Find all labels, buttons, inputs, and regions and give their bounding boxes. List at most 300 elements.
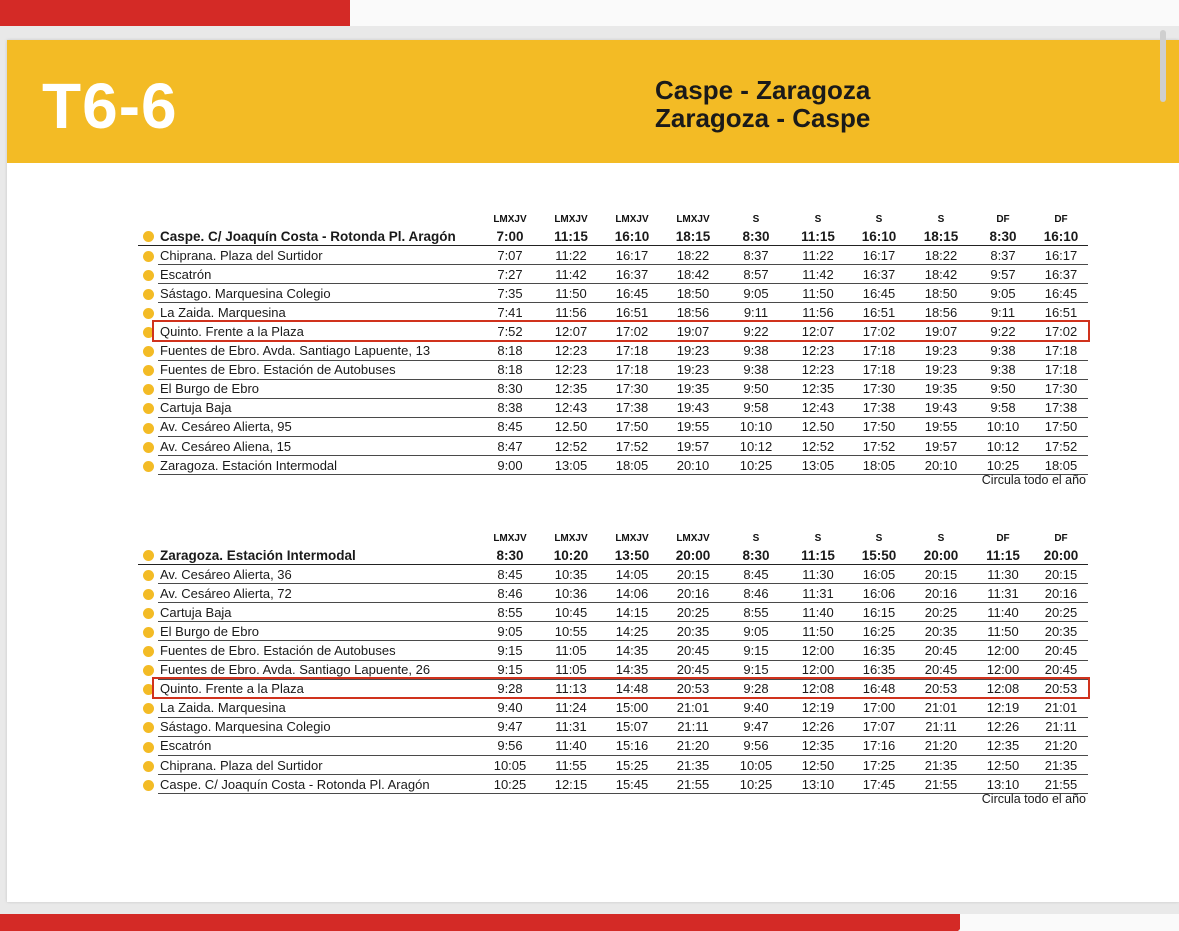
stop-name: Fuentes de Ebro. Estación de Autobuses (158, 641, 480, 660)
departure-time: 17:18 (1034, 360, 1088, 379)
stop-bullet-icon (143, 608, 154, 619)
stop-name: Cartuja Baja (158, 603, 480, 622)
departure-time: 15:45 (602, 775, 662, 794)
header-stop-column (158, 213, 480, 227)
departure-time: 18:22 (910, 246, 972, 265)
departure-time: 11:56 (540, 303, 602, 322)
route-code: T6-6 (42, 70, 178, 142)
departure-time: 12:00 (788, 660, 848, 679)
departure-time: 17:38 (1034, 398, 1088, 417)
stop-name: Quinto. Frente a la Plaza (158, 679, 480, 698)
departure-time: 10:20 (540, 546, 602, 565)
highlighted-stop-row (138, 322, 1088, 341)
stop-bullet-cell (138, 584, 158, 603)
stop-row (138, 546, 1088, 565)
departure-time: 18:42 (662, 265, 724, 284)
departure-time: 9:05 (724, 622, 788, 641)
departure-time: 10:10 (972, 417, 1034, 436)
departure-time: 16:37 (848, 265, 910, 284)
departure-time: 20:45 (910, 641, 972, 660)
departure-time: 9:28 (724, 679, 788, 698)
departure-time: 20:45 (910, 660, 972, 679)
stop-row (138, 622, 1088, 641)
stop-bullet-icon (143, 403, 154, 414)
departure-time: 16:48 (848, 679, 910, 698)
departure-time: 9:00 (480, 456, 540, 475)
stop-row (138, 265, 1088, 284)
day-type-header: S (937, 214, 945, 225)
departure-time: 9:40 (724, 698, 788, 717)
stop-bullet-cell (138, 341, 158, 360)
departure-time: 12:23 (788, 341, 848, 360)
departure-time: 10:25 (724, 456, 788, 475)
departure-time: 19:23 (910, 360, 972, 379)
departure-time: 21:35 (662, 756, 724, 775)
stop-row (138, 398, 1088, 417)
stop-bullet-cell (138, 437, 158, 456)
departure-time: 21:55 (662, 775, 724, 794)
departure-time: 9:11 (724, 303, 788, 322)
departure-time: 11:30 (788, 565, 848, 584)
departure-time: 20:16 (910, 584, 972, 603)
departure-time: 8:46 (480, 584, 540, 603)
stop-bullet-cell (138, 546, 158, 565)
departure-time: 21:01 (662, 698, 724, 717)
departure-time: 9:57 (972, 265, 1034, 284)
departure-time: 10:25 (724, 775, 788, 794)
departure-time: 9:56 (724, 736, 788, 755)
stop-bullet-icon (143, 646, 154, 657)
stop-name: El Burgo de Ebro (158, 622, 480, 641)
departure-time: 9:05 (480, 622, 540, 641)
departure-time: 20:15 (1034, 565, 1088, 584)
departure-time: 11:15 (788, 546, 848, 565)
departure-time: 8:57 (724, 265, 788, 284)
direction-outbound: Caspe - Zaragoza (655, 75, 871, 105)
departure-time: 21:20 (662, 736, 724, 755)
header-spacer (138, 532, 158, 546)
stop-row (138, 284, 1088, 303)
stop-bullet-cell (138, 456, 158, 475)
departure-time: 18:22 (662, 246, 724, 265)
departure-time: 21:35 (1034, 756, 1088, 775)
departure-time: 8:47 (480, 437, 540, 456)
departure-time: 8:46 (724, 584, 788, 603)
departure-time: 19:23 (662, 341, 724, 360)
departure-time: 7:27 (480, 265, 540, 284)
timetable-outbound (138, 213, 1088, 475)
departure-time: 12:50 (788, 756, 848, 775)
departure-time: 19:23 (662, 360, 724, 379)
stop-bullet-cell (138, 698, 158, 717)
departure-time: 11:56 (788, 303, 848, 322)
departure-time: 17:18 (1034, 341, 1088, 360)
day-type-header: S (814, 533, 822, 544)
stop-name: Cartuja Baja (158, 398, 480, 417)
departure-time: 18:56 (910, 303, 972, 322)
stop-name: Chiprana. Plaza del Surtidor (158, 246, 480, 265)
departure-time: 15:50 (848, 546, 910, 565)
stop-name: Av. Cesáreo Aliena, 15 (158, 437, 480, 456)
departure-time: 11:50 (788, 622, 848, 641)
departure-time: 9:05 (972, 284, 1034, 303)
route-header (7, 40, 1179, 163)
departure-time: 14:25 (602, 622, 662, 641)
departure-time: 20:53 (662, 679, 724, 698)
day-type-header: S (814, 214, 822, 225)
departure-time: 14:06 (602, 584, 662, 603)
departure-time: 12:23 (788, 360, 848, 379)
stop-name: Chiprana. Plaza del Surtidor (158, 756, 480, 775)
departure-time: 18:05 (1034, 456, 1088, 475)
departure-time: 17:30 (848, 379, 910, 398)
departure-time: 19:23 (910, 341, 972, 360)
departure-time: 11:42 (540, 265, 602, 284)
departure-time: 16:45 (602, 284, 662, 303)
departure-time: 9:58 (724, 398, 788, 417)
departure-time: 18:05 (848, 456, 910, 475)
stop-name: Fuentes de Ebro. Estación de Autobuses (158, 360, 480, 379)
departure-time: 11:15 (540, 227, 602, 246)
departure-time: 17:02 (1034, 322, 1088, 341)
departure-time: 12:00 (972, 641, 1034, 660)
stop-row (138, 775, 1088, 794)
departure-time: 18:50 (662, 284, 724, 303)
departure-time: 17:38 (602, 398, 662, 417)
stop-bullet-cell (138, 417, 158, 436)
departure-time: 12:26 (788, 717, 848, 736)
departure-time: 19:07 (662, 322, 724, 341)
departure-time: 8:18 (480, 341, 540, 360)
bottom-white-band (960, 914, 1179, 931)
departure-time: 12:08 (788, 679, 848, 698)
day-type-header: LMXJV (615, 214, 649, 225)
departure-time: 18:56 (662, 303, 724, 322)
stop-row (138, 698, 1088, 717)
stop-name: Sástago. Marquesina Colegio (158, 284, 480, 303)
day-type-header: LMXJV (554, 214, 588, 225)
departure-time: 16:45 (1034, 284, 1088, 303)
stop-bullet-cell (138, 756, 158, 775)
timetable-header-row (138, 532, 1088, 546)
departure-time: 16:35 (848, 660, 910, 679)
departure-time: 19:57 (662, 437, 724, 456)
departure-time: 11:40 (540, 736, 602, 755)
stop-bullet-icon (143, 442, 154, 453)
stop-bullet-icon (143, 761, 154, 772)
departure-time: 16:51 (1034, 303, 1088, 322)
departure-time: 11:30 (972, 565, 1034, 584)
stop-bullet-cell (138, 717, 158, 736)
stop-row (138, 565, 1088, 584)
departure-time: 11:50 (972, 622, 1034, 641)
departure-time: 19:35 (910, 379, 972, 398)
departure-time: 7:00 (480, 227, 540, 246)
departure-time: 11:05 (540, 641, 602, 660)
departure-time: 20:25 (910, 603, 972, 622)
route-directions (655, 76, 870, 132)
day-type-header: LMXJV (554, 533, 588, 544)
departure-time: 9:05 (724, 284, 788, 303)
stop-name: Caspe. C/ Joaquín Costa - Rotonda Pl. Aragón (158, 227, 480, 246)
departure-time: 20:15 (910, 565, 972, 584)
stop-row (138, 736, 1088, 755)
departure-time: 17:07 (848, 717, 910, 736)
departure-time: 16:17 (848, 246, 910, 265)
stop-bullet-icon (143, 423, 154, 434)
departure-time: 10:10 (724, 417, 788, 436)
stop-name: La Zaida. Marquesina (158, 303, 480, 322)
stop-bullet-icon (143, 589, 154, 600)
departure-time: 16:05 (848, 565, 910, 584)
timetable-return (138, 532, 1088, 794)
stop-name: El Burgo de Ebro (158, 379, 480, 398)
departure-time: 14:48 (602, 679, 662, 698)
departure-time: 7:52 (480, 322, 540, 341)
departure-time: 11:40 (972, 603, 1034, 622)
departure-time: 8:38 (480, 398, 540, 417)
bottom-red-band (0, 914, 975, 931)
departure-time: 9:58 (972, 398, 1034, 417)
departure-time: 12.50 (788, 417, 848, 436)
departure-time: 21:11 (910, 717, 972, 736)
departure-time: 11:15 (972, 546, 1034, 565)
departure-time: 13:10 (972, 775, 1034, 794)
departure-time: 17:02 (848, 322, 910, 341)
stop-bullet-cell (138, 246, 158, 265)
departure-time: 19:43 (662, 398, 724, 417)
day-type-header: DF (1054, 533, 1068, 544)
departure-time: 14:05 (602, 565, 662, 584)
departure-time: 15:07 (602, 717, 662, 736)
stop-name: La Zaida. Marquesina (158, 698, 480, 717)
stop-bullet-cell (138, 775, 158, 794)
stop-name: Sástago. Marquesina Colegio (158, 717, 480, 736)
departure-time: 12:19 (972, 698, 1034, 717)
stop-name: Escatrón (158, 265, 480, 284)
timetable-outbound-table (138, 213, 1088, 475)
departure-time: 9:15 (480, 660, 540, 679)
day-type-header: DF (996, 214, 1010, 225)
stop-bullet-icon (143, 780, 154, 791)
stop-bullet-cell (138, 679, 158, 698)
departure-time: 20:53 (1034, 679, 1088, 698)
departure-time: 19:57 (910, 437, 972, 456)
departure-time: 7:07 (480, 246, 540, 265)
stop-name: Av. Cesáreo Alierta, 36 (158, 565, 480, 584)
departure-time: 12:26 (972, 717, 1034, 736)
departure-time: 20:25 (662, 603, 724, 622)
departure-time: 9:40 (480, 698, 540, 717)
departure-time: 17:50 (1034, 417, 1088, 436)
stop-name: Zaragoza. Estación Intermodal (158, 456, 480, 475)
day-type-header: S (752, 214, 760, 225)
departure-time: 11:15 (788, 227, 848, 246)
departure-time: 13:05 (540, 456, 602, 475)
departure-time: 20:45 (662, 641, 724, 660)
departure-time: 16:45 (848, 284, 910, 303)
departure-time: 9:11 (972, 303, 1034, 322)
departure-time: 19:55 (662, 417, 724, 436)
departure-time: 19:07 (910, 322, 972, 341)
departure-time: 21:20 (910, 736, 972, 755)
departure-time: 20:35 (1034, 622, 1088, 641)
departure-time: 8:30 (972, 227, 1034, 246)
departure-time: 16:37 (602, 265, 662, 284)
departure-time: 17:18 (602, 341, 662, 360)
stop-row (138, 641, 1088, 660)
stop-bullet-cell (138, 227, 158, 246)
departure-time: 9:15 (724, 660, 788, 679)
departure-time: 16:51 (848, 303, 910, 322)
day-type-header: LMXJV (493, 533, 527, 544)
stop-name: Av. Cesáreo Alierta, 95 (158, 417, 480, 436)
scrollbar-thumb[interactable] (1160, 30, 1166, 102)
stop-name: Caspe. C/ Joaquín Costa - Rotonda Pl. Aragón (158, 775, 480, 794)
departure-time: 17:52 (602, 437, 662, 456)
departure-time: 17:25 (848, 756, 910, 775)
departure-time: 7:41 (480, 303, 540, 322)
departure-time: 11:31 (540, 717, 602, 736)
stop-bullet-cell (138, 736, 158, 755)
departure-time: 9:50 (724, 379, 788, 398)
departure-time: 10:55 (540, 622, 602, 641)
departure-time: 16:37 (1034, 265, 1088, 284)
departure-time: 11:13 (540, 679, 602, 698)
departure-time: 13:05 (788, 456, 848, 475)
departure-time: 12:52 (788, 437, 848, 456)
top-red-band (0, 0, 368, 26)
stop-row (138, 246, 1088, 265)
departure-time: 11:55 (540, 756, 602, 775)
departure-time: 8:45 (480, 417, 540, 436)
departure-time: 12:35 (788, 736, 848, 755)
departure-time: 20:00 (910, 546, 972, 565)
stop-name: Av. Cesáreo Alierta, 72 (158, 584, 480, 603)
departure-time: 12:19 (788, 698, 848, 717)
stop-row (138, 360, 1088, 379)
stop-bullet-cell (138, 565, 158, 584)
departure-time: 17:18 (848, 360, 910, 379)
departure-time: 16:17 (1034, 246, 1088, 265)
departure-time: 16:10 (602, 227, 662, 246)
day-type-header: DF (1054, 214, 1068, 225)
service-note-return: Circula todo el año (981, 792, 1086, 806)
departure-time: 10:05 (724, 756, 788, 775)
departure-time: 12:07 (540, 322, 602, 341)
departure-time: 17:30 (1034, 379, 1088, 398)
stop-bullet-icon (143, 270, 154, 281)
departure-time: 18:15 (910, 227, 972, 246)
departure-time: 20:15 (662, 565, 724, 584)
stop-bullet-icon (143, 550, 154, 561)
departure-time: 12:00 (972, 660, 1034, 679)
departure-time: 20:35 (910, 622, 972, 641)
departure-time: 8:30 (724, 227, 788, 246)
departure-time: 21:01 (1034, 698, 1088, 717)
stop-row (138, 717, 1088, 736)
departure-time: 9:47 (480, 717, 540, 736)
stop-bullet-cell (138, 322, 158, 341)
departure-time: 16:25 (848, 622, 910, 641)
departure-time: 12:50 (972, 756, 1034, 775)
stop-bullet-cell (138, 603, 158, 622)
departure-time: 9:50 (972, 379, 1034, 398)
departure-time: 7:35 (480, 284, 540, 303)
departure-time: 20:45 (662, 660, 724, 679)
stop-bullet-cell (138, 379, 158, 398)
departure-time: 19:35 (662, 379, 724, 398)
departure-time: 10:45 (540, 603, 602, 622)
departure-time: 9:38 (724, 360, 788, 379)
stop-bullet-icon (143, 722, 154, 733)
departure-time: 17:52 (848, 437, 910, 456)
departure-time: 10:12 (972, 437, 1034, 456)
departure-time: 10:36 (540, 584, 602, 603)
day-type-header: S (937, 533, 945, 544)
stop-bullet-icon (143, 665, 154, 676)
departure-time: 8:18 (480, 360, 540, 379)
stop-bullet-cell (138, 660, 158, 679)
day-type-header: S (875, 533, 883, 544)
departure-time: 20:00 (1034, 546, 1088, 565)
departure-time: 12:35 (540, 379, 602, 398)
departure-time: 20:10 (910, 456, 972, 475)
departure-time: 20:25 (1034, 603, 1088, 622)
departure-time: 8:55 (480, 603, 540, 622)
departure-time: 19:43 (910, 398, 972, 417)
stop-bullet-icon (143, 570, 154, 581)
timetable-return-table (138, 532, 1088, 794)
header-spacer (138, 213, 158, 227)
stop-name: Quinto. Frente a la Plaza (158, 322, 480, 341)
departure-time: 20:10 (662, 456, 724, 475)
departure-time: 15:16 (602, 736, 662, 755)
departure-time: 9:28 (480, 679, 540, 698)
departure-time: 20:16 (1034, 584, 1088, 603)
stop-bullet-icon (143, 742, 154, 753)
highlighted-stop-row (138, 679, 1088, 698)
departure-time: 11:31 (972, 584, 1034, 603)
departure-time: 20:45 (1034, 660, 1088, 679)
stop-bullet-icon (143, 684, 154, 695)
departure-time: 21:35 (910, 756, 972, 775)
departure-time: 21:01 (910, 698, 972, 717)
stop-bullet-icon (143, 703, 154, 714)
departure-time: 10:05 (480, 756, 540, 775)
departure-time: 11:50 (788, 284, 848, 303)
departure-time: 17:38 (848, 398, 910, 417)
departure-time: 16:10 (1034, 227, 1088, 246)
departure-time: 9:38 (724, 341, 788, 360)
stop-bullet-cell (138, 622, 158, 641)
departure-time: 15:25 (602, 756, 662, 775)
departure-time: 18:50 (910, 284, 972, 303)
departure-time: 9:22 (724, 322, 788, 341)
stop-name: Fuentes de Ebro. Avda. Santiago Lapuente, 13 (158, 341, 480, 360)
departure-time: 12:23 (540, 360, 602, 379)
departure-time: 20:53 (910, 679, 972, 698)
departure-time: 12:43 (788, 398, 848, 417)
departure-time: 8:30 (480, 546, 540, 565)
departure-time: 8:55 (724, 603, 788, 622)
departure-time: 17:45 (848, 775, 910, 794)
stop-bullet-icon (143, 308, 154, 319)
departure-time: 9:22 (972, 322, 1034, 341)
departure-time: 10:25 (972, 456, 1034, 475)
day-type-header: S (875, 214, 883, 225)
departure-time: 20:45 (1034, 641, 1088, 660)
